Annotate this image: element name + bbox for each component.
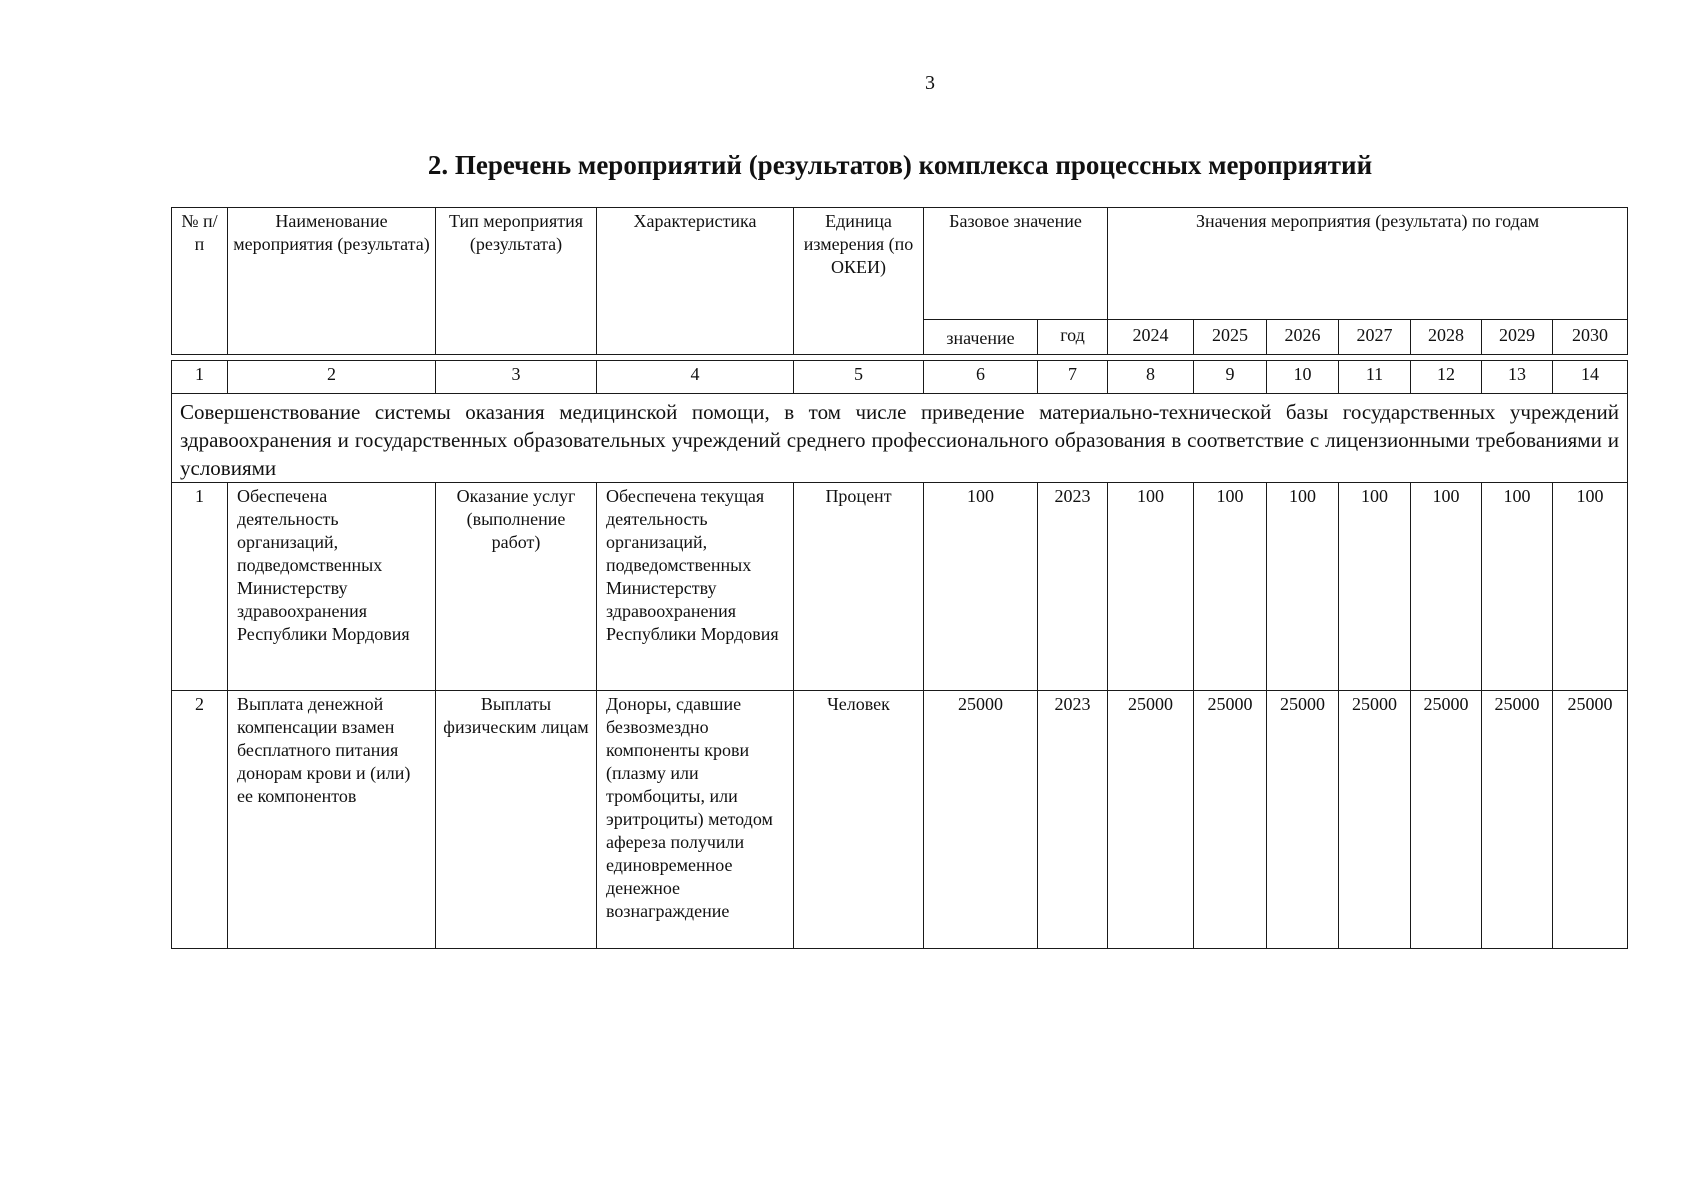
- column-number: 11: [1339, 361, 1411, 394]
- row-value: 100: [1194, 483, 1267, 691]
- header-year: 2026: [1267, 320, 1339, 355]
- row-value: 25000: [1194, 691, 1267, 949]
- row-type: Оказание услуг (выполнение работ): [436, 483, 597, 691]
- column-number: 10: [1267, 361, 1339, 394]
- column-number: 4: [597, 361, 794, 394]
- header-base-value: значение: [924, 320, 1038, 355]
- column-number: 6: [924, 361, 1038, 394]
- header-col-type: Тип мероприятия (результата): [436, 208, 597, 355]
- header-year: 2027: [1339, 320, 1411, 355]
- row-base-year: 2023: [1038, 483, 1108, 691]
- table-row: [172, 483, 1628, 691]
- row-name: Обеспечена деятельность организаций, подведомственных Министерству здравоохранения Республики Мордовия: [228, 483, 436, 691]
- column-number: 8: [1108, 361, 1194, 394]
- row-value: 25000: [1267, 691, 1339, 949]
- row-value: 100: [1482, 483, 1553, 691]
- row-base-year: 2023: [1038, 691, 1108, 949]
- table-row: [172, 691, 1628, 949]
- header-year: 2029: [1482, 320, 1553, 355]
- header-year: 2024: [1108, 320, 1194, 355]
- row-characteristic: Доноры, сдавшие безвозмездно компоненты крови (плазму или тромбоциты, или эритроциты) методом афереза получили единовременное денежное вознаграждение: [597, 691, 794, 949]
- header-year: 2028: [1411, 320, 1482, 355]
- row-num: 2: [172, 691, 228, 949]
- row-value: 25000: [1553, 691, 1628, 949]
- column-number: 2: [228, 361, 436, 394]
- column-number: 12: [1411, 361, 1482, 394]
- column-number: 14: [1553, 361, 1628, 394]
- header-base-year: год: [1038, 320, 1108, 355]
- row-value: 25000: [1482, 691, 1553, 949]
- section-title: Совершенствование системы оказания медицинской помощи, в том числе приведение материально-технической базы государственных учреждений здравоохранения и государственных образовательных учреждений среднего профессионального образования в соответствие с лицензионными требованиями и условиями: [172, 394, 1628, 483]
- row-base-value: 100: [924, 483, 1038, 691]
- header-year: 2025: [1194, 320, 1267, 355]
- row-base-value: 25000: [924, 691, 1038, 949]
- row-value: 100: [1267, 483, 1339, 691]
- column-number: 5: [794, 361, 924, 394]
- column-number: 7: [1038, 361, 1108, 394]
- column-number: 1: [172, 361, 228, 394]
- row-value: 100: [1411, 483, 1482, 691]
- page-number: 3: [925, 72, 935, 94]
- header-col-characteristic: Характеристика: [597, 208, 794, 355]
- row-name: Выплата денежной компенсации взамен бесплатного питания донорам крови и (или) ее компонентов: [228, 691, 436, 949]
- row-value: 25000: [1411, 691, 1482, 949]
- row-unit: Процент: [794, 483, 924, 691]
- document-title: 2. Перечень мероприятий (результатов) комплекса процессных мероприятий: [427, 150, 1373, 180]
- row-value: 25000: [1108, 691, 1194, 949]
- row-characteristic: Обеспечена текущая деятельность организаций, подведомственных Министерству здравоохранения Республики Мордовия: [597, 483, 794, 691]
- header-table: [171, 207, 1628, 355]
- header-year: 2030: [1553, 320, 1628, 355]
- row-value: 100: [1339, 483, 1411, 691]
- header-col-base: Базовое значение: [924, 208, 1108, 320]
- header-col-num: № п/п: [172, 208, 228, 355]
- column-number: 3: [436, 361, 597, 394]
- column-number: 9: [1194, 361, 1267, 394]
- main-table: [171, 360, 1628, 949]
- row-num: 1: [172, 483, 228, 691]
- header-col-unit: Единица измерения (по ОКЕИ): [794, 208, 924, 355]
- header-col-name: Наименование мероприятия (результата): [228, 208, 436, 355]
- row-type: Выплаты физическим лицам: [436, 691, 597, 949]
- row-value: 25000: [1339, 691, 1411, 949]
- row-value: 100: [1108, 483, 1194, 691]
- row-unit: Человек: [794, 691, 924, 949]
- column-number: 13: [1482, 361, 1553, 394]
- row-value: 100: [1553, 483, 1628, 691]
- header-col-years: Значения мероприятия (результата) по годам: [1108, 208, 1628, 320]
